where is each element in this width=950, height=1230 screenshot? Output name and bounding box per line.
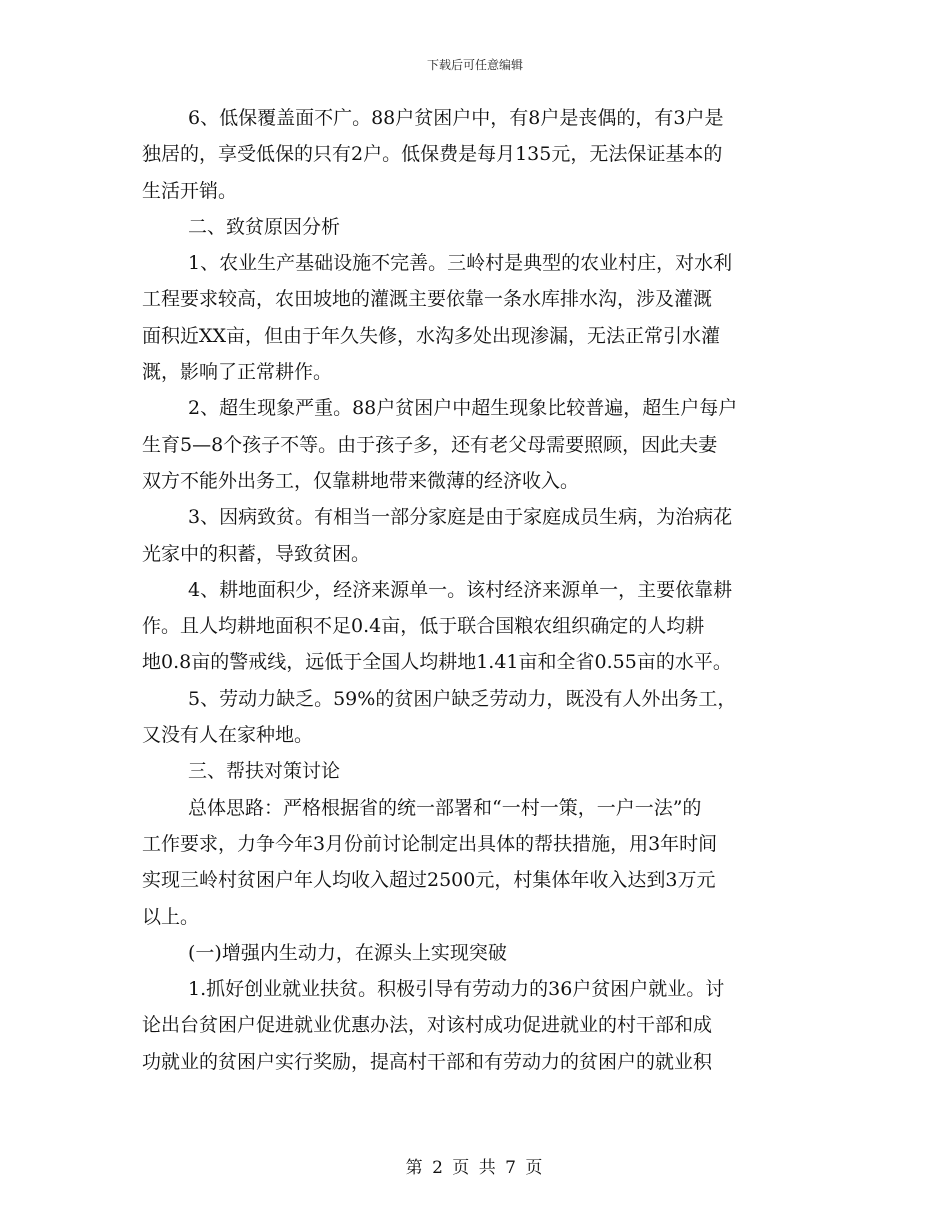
body-line: 又没有人在家种地。 <box>142 724 314 747</box>
body-line: 1、农业生产基础设施不完善。三岭村是典型的农业村庄，对水利 <box>188 252 733 275</box>
body-line: 双方不能外出务工，仅靠耕地带来微薄的经济收入。 <box>142 469 580 492</box>
body-line: 工作要求，力争今年3月份前讨论制定出具体的帮扶措施，用3年时间 <box>142 832 718 855</box>
body-line: 总体思路：严格根据省的统一部署和“一村一策，一户一法”的 <box>188 796 702 819</box>
body-line: 生育5—8个孩子不等。由于孩子多，还有老父母需要照顾，因此夫妻 <box>142 433 718 456</box>
body-line: 1.抓好创业就业扶贫。积极引导有劳动力的36户贫困户就业。讨 <box>188 978 725 1001</box>
body-line: 功就业的贫困户实行奖励，提高村干部和有劳动力的贫困户的就业积 <box>142 1050 713 1073</box>
subsection-heading: (一)增强内生动力，在源头上实现突破 <box>188 941 507 964</box>
body-line: 论出台贫困户促进就业优惠办法，对该村成功促进就业的村干部和成 <box>142 1014 713 1037</box>
body-line: 溉，影响了正常耕作。 <box>142 361 333 384</box>
body-line: 以上。 <box>142 905 200 928</box>
body-line: 工程要求较高，农田坡地的灌溉主要依靠一条水库排水沟，涉及灌溉 <box>142 288 713 311</box>
body-line: 光家中的积蓄，导致贫困。 <box>142 542 371 565</box>
body-line: 面积近XX亩，但由于年久失修，水沟多处出现渗漏，无法正常引水灌 <box>142 324 721 347</box>
body-line: 实现三岭村贫困户年人均收入超过2500元，村集体年收入达到3万元 <box>142 869 716 892</box>
page-header: 下载后可任意编辑 <box>426 58 523 72</box>
document-body <box>142 100 814 1080</box>
body-line: 4、耕地面积少，经济来源单一。该村经济来源单一，主要依靠耕 <box>188 578 733 601</box>
body-line: 地0.8亩的警戒线，远低于全国人均耕地1.41亩和全省0.55亩的水平。 <box>142 651 732 674</box>
body-line: 2、超生现象严重。88户贫困户中超生现象比较普遍，超生户每户 <box>188 397 738 420</box>
section-heading: 三、帮扶对策讨论 <box>188 760 341 783</box>
section-heading: 二、致贫原因分析 <box>188 215 341 238</box>
body-line: 生活开销。 <box>142 179 238 202</box>
body-line: 3、因病致贫。有相当一部分家庭是由于家庭成员生病，为治病花 <box>188 506 733 529</box>
body-line: 5、劳动力缺乏。59%的贫困户缺乏劳动力，既没有人外出务工， <box>188 687 737 710</box>
body-line: 6、低保覆盖面不广。88户贫困户中，有8户是丧偶的，有3户是 <box>188 107 724 129</box>
page-footer: 第 2 页 共 7 页 <box>405 1158 545 1178</box>
body-line: 作。且人均耕地面积不足0.4亩，低于联合国粮农组织确定的人均耕 <box>142 615 705 638</box>
body-line: 独居的，享受低保的只有2户。低保费是每月135元，无法保证基本的 <box>142 143 723 166</box>
